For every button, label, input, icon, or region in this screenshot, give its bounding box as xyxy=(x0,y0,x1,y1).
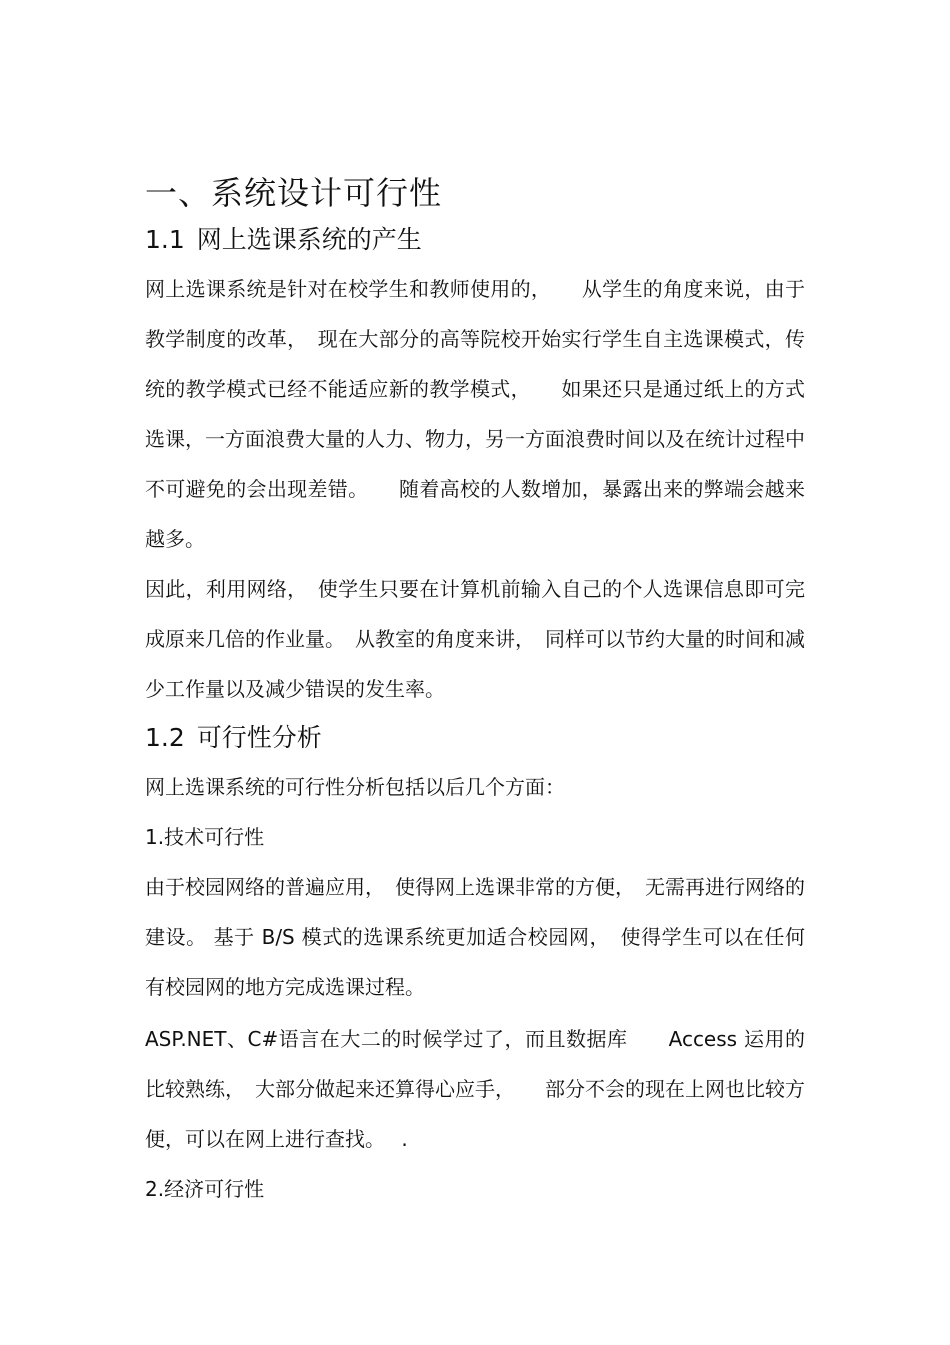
section-title: 网上选课系统的产生 xyxy=(196,225,422,254)
subheading-economic-feasibility: 2.经济可行性 xyxy=(145,1177,265,1201)
subheading-technical-feasibility: 1.技术可行性 xyxy=(145,825,265,849)
section-number: 1.1 xyxy=(145,225,185,254)
paragraph-analysis-intro: 网上选课系统的可行性分析包括以后几个方面： xyxy=(145,775,565,799)
document-content xyxy=(145,168,805,1214)
section-number: 1.2 xyxy=(145,723,185,752)
paragraph-technical-2: ASP.NET、C#语言在大二的时候学过了，而且数据库 Access 运用的比较熟练， 大部分做起来还算得心应手， 部分不会的现在上网也比较方便，可以在网上进行查找。 . xyxy=(145,1027,805,1151)
paragraph-technical-1: 由于校园网络的普遍应用， 使得网上选课非常的方便， 无需再进行网络的建设。 基于 B/S 模式的选课系统更加适合校园网， 使得学生可以在任何有校园网的地方完成选课过程。 xyxy=(145,875,805,999)
chapter-heading: 一、系统设计可行性 xyxy=(145,174,443,212)
section-heading-1-1 xyxy=(145,220,805,260)
paragraph-origin-2: 因此，利用网络， 使学生只要在计算机前输入自己的个人选课信息即可完成原来几倍的作业量。 从教室的角度来讲， 同样可以节约大量的时间和减少工作量以及减少错误的发生率。 xyxy=(145,577,805,701)
paragraph-origin-1: 网上选课系统是针对在校学生和教师使用的， 从学生的角度来说，由于教学制度的改革， 现在大部分的高等院校开始实行学生自主选课模式，传统的教学模式已经不能适应新的教学模式， 如果还只是通过纸上的方式选课，一方面浪费大量的人力、物力，另一方面浪费时间以及在统计过程中不可避免的会出现差错。 随着高校的人数增加，暴露出来的弊端会越来越多。 xyxy=(145,277,805,551)
section-heading-1-2 xyxy=(145,718,805,758)
section-title: 可行性分析 xyxy=(196,723,322,752)
